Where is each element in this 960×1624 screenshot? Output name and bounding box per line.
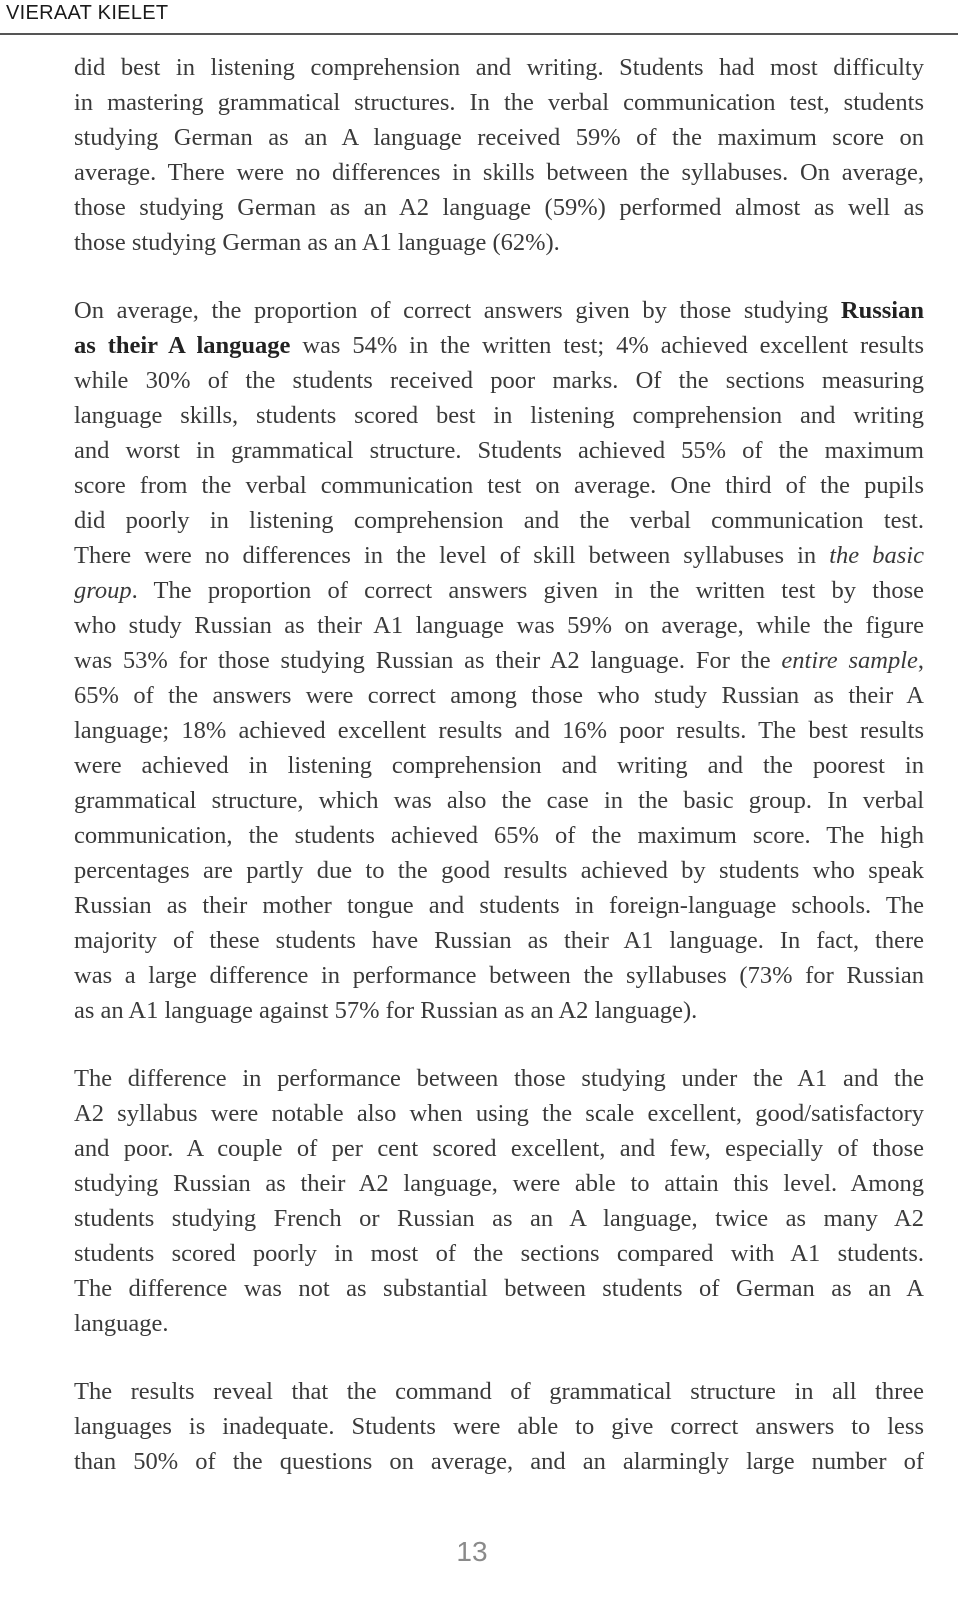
text-line: studying Russian as their A2 language, were able to attain this level. Among xyxy=(74,1170,924,1197)
text-run: was 54% in the written test; 4% achieved excellent results xyxy=(290,332,924,359)
text-line: those studying German as an A2 language (59%) performed almost as well as xyxy=(74,194,924,221)
text-run: On average, the proportion of correct answers given by those studying xyxy=(74,297,841,324)
text-line: than 50% of the questions on average, and an alarmingly large number of xyxy=(74,1448,924,1475)
text-line: The difference in performance between those studying under the A1 and the xyxy=(74,1065,924,1092)
text-line: communication, the students achieved 65% of the maximum score. The high xyxy=(74,822,924,849)
text-line: studying German as an A language received 59% of the maximum score on xyxy=(74,124,924,151)
text-line: students scored poorly in most of the sections compared with A1 students. xyxy=(74,1240,924,1267)
text-line: and poor. A couple of per cent scored excellent, and few, especially of those xyxy=(74,1135,924,1162)
text-line xyxy=(74,538,924,573)
text-run: was 53% for those studying Russian as their A2 language. For the xyxy=(74,647,782,674)
text-line xyxy=(74,573,924,608)
text-line: language; 18% achieved excellent results and 16% poor results. The best results xyxy=(74,717,924,744)
text-line: in mastering grammatical structures. In the verbal communication test, students xyxy=(74,89,924,116)
text-line: and worst in grammatical structure. Students achieved 55% of the maximum xyxy=(74,437,924,464)
text-line: 65% of the answers were correct among those who study Russian as their A xyxy=(74,682,924,709)
text-line: majority of these students have Russian as their A1 language. In fact, there xyxy=(74,927,924,954)
text-line: The results reveal that the command of grammatical structure in all three xyxy=(74,1378,924,1405)
text-line: average. There were no differences in skills between the syllabuses. On average, xyxy=(74,159,924,186)
text-line: language skills, students scored best in listening comprehension and writing xyxy=(74,402,924,429)
running-header: VIERAAT KIELET xyxy=(6,2,169,24)
text-line: as an A1 language against 57% for Russian as an A2 language). xyxy=(74,997,698,1024)
emphasis-italic: group xyxy=(74,577,132,604)
text-line: while 30% of the students received poor marks. Of the sections measuring xyxy=(74,367,924,394)
text-line xyxy=(74,293,924,328)
text-line: language. xyxy=(74,1310,169,1337)
page-number: 13 xyxy=(456,1536,488,1567)
text-line xyxy=(74,643,924,678)
text-run: There were no differences in the level of skill between syllabuses in xyxy=(74,542,830,569)
text-line: those studying German as an A1 language (62%). xyxy=(74,229,560,256)
emphasis-italic: the basic xyxy=(829,542,924,569)
text-line: languages is inadequate. Students were able to give correct answers to less xyxy=(74,1413,924,1440)
emphasis-bold: as their A language xyxy=(74,332,291,359)
paragraph-russian-results xyxy=(74,293,924,1028)
text-line: A2 syllabus were notable also when using the scale excellent, good/satisfactory xyxy=(74,1100,924,1127)
emphasis-bold: Russian xyxy=(840,297,924,324)
paragraph-grammar-conclusion xyxy=(74,1374,924,1479)
header-rule xyxy=(0,33,958,35)
text-line: students studying French or Russian as an A language, twice as many A2 xyxy=(74,1205,924,1232)
text-line: The difference was not as substantial between students of German as an A xyxy=(74,1275,924,1302)
text-line xyxy=(74,328,924,363)
text-line: who study Russian as their A1 language was 59% on average, while the figure xyxy=(74,612,924,639)
text-run: . The proportion of correct answers given in the written test by those xyxy=(131,577,924,604)
text-line: score from the verbal communication test on average. One third of the pupils xyxy=(74,472,924,499)
body-text xyxy=(74,50,924,1512)
paragraph-syllabus-differences xyxy=(74,1061,924,1341)
text-line: did poorly in listening comprehension and the verbal communication test. xyxy=(74,507,924,534)
text-line: did best in listening comprehension and writing. Students had most difficulty xyxy=(74,54,924,81)
text-line: grammatical structure, which was also the case in the basic group. In verbal xyxy=(74,787,924,814)
text-run: , xyxy=(917,647,925,674)
text-line: Russian as their mother tongue and students in foreign-language schools. The xyxy=(74,892,924,919)
paragraph-german-results xyxy=(74,50,924,260)
emphasis-italic: entire sample xyxy=(781,647,918,674)
text-line: were achieved in listening comprehension and writing and the poorest in xyxy=(74,752,924,779)
text-line: percentages are partly due to the good results achieved by students who speak xyxy=(74,857,924,884)
text-line: was a large difference in performance between the syllabuses (73% for Russian xyxy=(74,962,924,989)
